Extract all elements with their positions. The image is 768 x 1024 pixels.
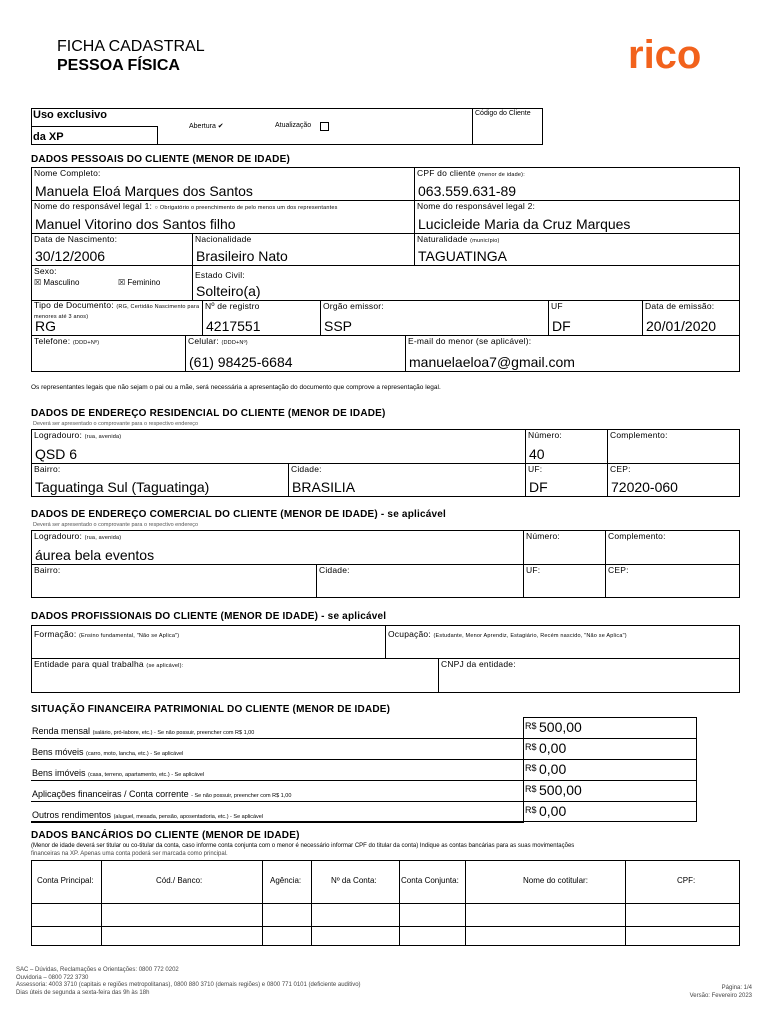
data-emissao-value: 20/01/2020 (646, 318, 717, 334)
estado-civil-field[interactable]: Estado Civil: Solteiro(a) (192, 265, 740, 301)
footer-page-info (682, 985, 752, 1000)
da-xp-label: da XP (33, 131, 64, 143)
responsavel-2-field[interactable]: Nome do responsável legal 2: Lucicleide Maria da Cruz Marques (414, 200, 740, 234)
section-residential-title: DADOS DE ENDEREÇO RESIDENCIAL DO CLIENTE (MENOR DE IDADE) (31, 408, 386, 419)
section-personal-title: DADOS PESSOAIS DO CLIENTE (MENOR DE IDADE) (31, 154, 290, 165)
financial-row-value-field[interactable]: R$ 0,00 (525, 761, 567, 777)
col-agencia: Agência: (270, 876, 302, 885)
res-uf-value: DF (529, 479, 548, 495)
col-cod-banco: Cód./ Banco: (156, 876, 203, 885)
com-logradouro-value: áurea bela eventos (35, 547, 155, 563)
tipo-documento-field[interactable]: Tipo de Documento: (RG, Certidão Nascimento para menores até 3 anos) RG (31, 300, 203, 336)
res-logradouro-field[interactable]: Logradouro: (rua, avenida) QSD 6 (31, 429, 526, 464)
footer-horario: Dias úteis de segunda a sexta-feira das 9h às 18h (16, 989, 150, 996)
sexo-field: Sexo: ☒ Masculino ☒ Feminino (31, 265, 193, 301)
uf-documento-value: DF (552, 318, 571, 334)
col-numero-conta: Nº da Conta: (331, 876, 377, 885)
sexo-masculino-option[interactable]: ☒ Masculino (34, 278, 80, 287)
nome-completo-field[interactable]: Nome Completo: Manuela Eloá Marques dos Santos (31, 167, 415, 201)
codigo-cliente-label: Código do Cliente (475, 110, 531, 117)
uf-documento-field[interactable]: UF DF (548, 300, 643, 336)
com-cidade-field[interactable]: Cidade: (316, 564, 524, 598)
responsavel-2-value: Lucicleide Maria da Cruz Marques (418, 216, 631, 232)
cnpj-entidade-field[interactable]: CNPJ da entidade: (438, 658, 740, 693)
data-nascimento-value: 30/12/2006 (35, 248, 106, 264)
financial-row-label: Aplicações financeiras / Conta corrente - Se não possuir, preencher com R$ 1,00 (32, 789, 292, 799)
res-numero-value: 40 (529, 446, 545, 462)
res-cep-value: 72020-060 (611, 479, 678, 495)
financial-row-value-field[interactable]: R$ 500,00 (525, 782, 582, 798)
com-bairro-field[interactable]: Bairro: (31, 564, 317, 598)
financial-row-label: Bens móveis (carro, moto, lancha, etc.) - Se aplicável (32, 747, 184, 757)
orgao-emissor-value: SSP (324, 318, 353, 334)
version: Versão: Fevereiro 2023 (689, 992, 752, 999)
footer-ouvidoria: Ouvidoria – 0800 722 3730 (16, 974, 89, 981)
com-uf-field[interactable]: UF: (523, 564, 606, 598)
form-subtitle: PESSOA FÍSICA (57, 57, 180, 74)
atualizacao-label: Atualização (275, 122, 312, 129)
entidade-field[interactable]: Entidade para qual trabalha (se aplicável): (31, 658, 439, 693)
res-cidade-value: BRASILIA (292, 479, 356, 495)
footer-contacts (16, 967, 361, 997)
col-conta-principal: Conta Principal: (37, 876, 94, 885)
res-uf-field[interactable]: UF: DF (525, 463, 608, 497)
rico-logo (626, 30, 716, 76)
financial-row-label: Outros rendimentos (aluguel, mesada, pensão, aposentadoria, etc.) - Se aplicável (32, 810, 264, 820)
res-cidade-field[interactable]: Cidade: BRASILIA (288, 463, 526, 497)
financial-row-label: Renda mensal (salário, pró-labore, etc.) - Se não possuir, preencher com R$ 1,00 (32, 726, 255, 736)
financial-row-value-field[interactable]: R$ 0,00 (525, 740, 567, 756)
cpf-cliente-value: 063.559.631-89 (418, 183, 517, 199)
celular-field[interactable]: Celular: (DDD+Nº) (61) 98425-6684 (185, 335, 406, 372)
res-logradouro-value: QSD 6 (35, 446, 78, 462)
data-emissao-field[interactable]: Data de emissão: 20/01/2020 (642, 300, 740, 336)
numero-registro-field[interactable]: Nº de registro 4217551 (202, 300, 321, 336)
footer-sac: SAC – Dúvidas, Reclamações e Orientações: 0800 772 0202 (16, 967, 179, 973)
orgao-emissor-field[interactable]: Orgão emissor: SSP (320, 300, 549, 336)
res-numero-field[interactable]: Número: 40 (525, 429, 608, 464)
nacionalidade-field[interactable]: Nacionalidade Brasileiro Nato (192, 233, 415, 266)
form-title: FICHA CADASTRAL (57, 38, 205, 55)
financial-row-value-field[interactable]: R$ 500,00 (525, 719, 582, 735)
bank-note-line1: (Menor de idade deverá ser titular ou co-titular da conta, caso informe conta conjunta com o menor é necessário informar CPF do titular da conta) Indique as contas bancárias para as suas movimentações (31, 843, 575, 849)
res-cep-field[interactable]: CEP: 72020-060 (607, 463, 740, 497)
representantes-note: Os representantes legais que não sejam o pai ou a mãe, será necessária a apresentação do documento que comprove a representação legal. (31, 384, 441, 391)
estado-civil-value: Solteiro(a) (196, 283, 261, 299)
sexo-feminino-option[interactable]: ☒ Feminino (118, 278, 161, 287)
nacionalidade-value: Brasileiro Nato (196, 248, 288, 264)
financial-row-label: Bens imóveis (casa, terreno, apartamento, etc.) - Se aplicável (32, 768, 205, 778)
com-cep-field[interactable]: CEP: (605, 564, 740, 598)
page-number: Página: 1/4 (721, 985, 752, 991)
tipo-documento-value: RG (35, 318, 56, 334)
data-nascimento-field[interactable]: Data de Nascimento: 30/12/2006 (31, 233, 193, 266)
bank-note-line2: financeiras na XP. Apenas uma conta poderá ser marcada como principal. (31, 851, 228, 857)
numero-registro-value: 4217551 (206, 318, 261, 334)
responsavel-1-field[interactable]: Nome do responsável legal 1: ○ Obrigatório o preenchimento de pelo menos um dos representantes Manuel Vitorino dos Santos filho (31, 200, 415, 234)
section-bank-title: DADOS BANCÁRIOS DO CLIENTE (MENOR DE IDADE) (31, 830, 300, 841)
abertura-checkbox[interactable]: Abertura ✔ (189, 123, 224, 130)
res-complemento-field[interactable]: Complemento: (607, 429, 740, 464)
section-financial-title: SITUAÇÃO FINANCEIRA PATRIMONIAL DO CLIENTE (MENOR DE IDADE) (31, 704, 391, 715)
formacao-field[interactable]: Formação: (Ensino fundamental, "Não se Aplica") (31, 625, 386, 659)
cpf-cliente-field[interactable]: CPF do cliente (menor de idade): 063.559.631-89 (414, 167, 740, 201)
naturalidade-value: TAGUATINGA (418, 248, 507, 264)
res-bairro-field[interactable]: Bairro: Taguatinga Sul (Taguatinga) (31, 463, 289, 497)
uso-exclusivo-label: Uso exclusivo (33, 109, 107, 121)
residential-hint: Deverá ser apresentado o comprovante para o respectivo endereço (33, 421, 199, 427)
footer-assessoria: Assessoria: 4003 3710 (capitais e regiões metropolitanas), 0800 880 3710 (demais regiões) e 0800 771 0101 (deficiente auditivo) (16, 982, 361, 988)
section-commercial-title: DADOS DE ENDEREÇO COMERCIAL DO CLIENTE (MENOR DE IDADE) - se aplicável (31, 509, 446, 520)
email-menor-value: manuelaeloa7@gmail.com (409, 354, 575, 370)
svg-text:rico: rico (628, 33, 702, 76)
naturalidade-field[interactable]: Naturalidade (município) TAGUATINGA (414, 233, 740, 266)
col-conta-conjunta: Conta Conjunta: (401, 876, 459, 885)
telefone-field[interactable]: Telefone: (DDD+Nº) (31, 335, 186, 372)
nome-completo-value: Manuela Eloá Marques dos Santos (35, 183, 253, 199)
col-nome-cotitular: Nome do cotitular: (523, 876, 588, 885)
res-bairro-value: Taguatinga Sul (Taguatinga) (35, 479, 210, 495)
email-menor-field[interactable]: E-mail do menor (se aplicável): manuelaeloa7@gmail.com (405, 335, 740, 372)
atualizacao-checkbox[interactable] (320, 122, 329, 131)
commercial-hint: Deverá ser apresentado o comprovante para o respectivo endereço (33, 522, 199, 528)
com-logradouro-field[interactable]: Logradouro: (rua, avenida) áurea bela eventos (31, 530, 524, 565)
ocupacao-field[interactable]: Ocupação: (Estudante, Menor Aprendiz, Estagiário, Recém nascido, "Não se Aplica") (385, 625, 740, 659)
com-numero-field[interactable]: Número: (523, 530, 606, 565)
col-cpf: CPF: (677, 876, 696, 885)
section-professional-title: DADOS PROFISSIONAIS DO CLIENTE (MENOR DE IDADE) - se aplicável (31, 611, 387, 622)
responsavel-1-value: Manuel Vitorino dos Santos filho (35, 216, 236, 232)
celular-value: (61) 98425-6684 (189, 354, 293, 370)
com-complemento-field[interactable]: Complemento: (605, 530, 740, 565)
financial-row-value-field[interactable]: R$ 0,00 (525, 803, 567, 819)
